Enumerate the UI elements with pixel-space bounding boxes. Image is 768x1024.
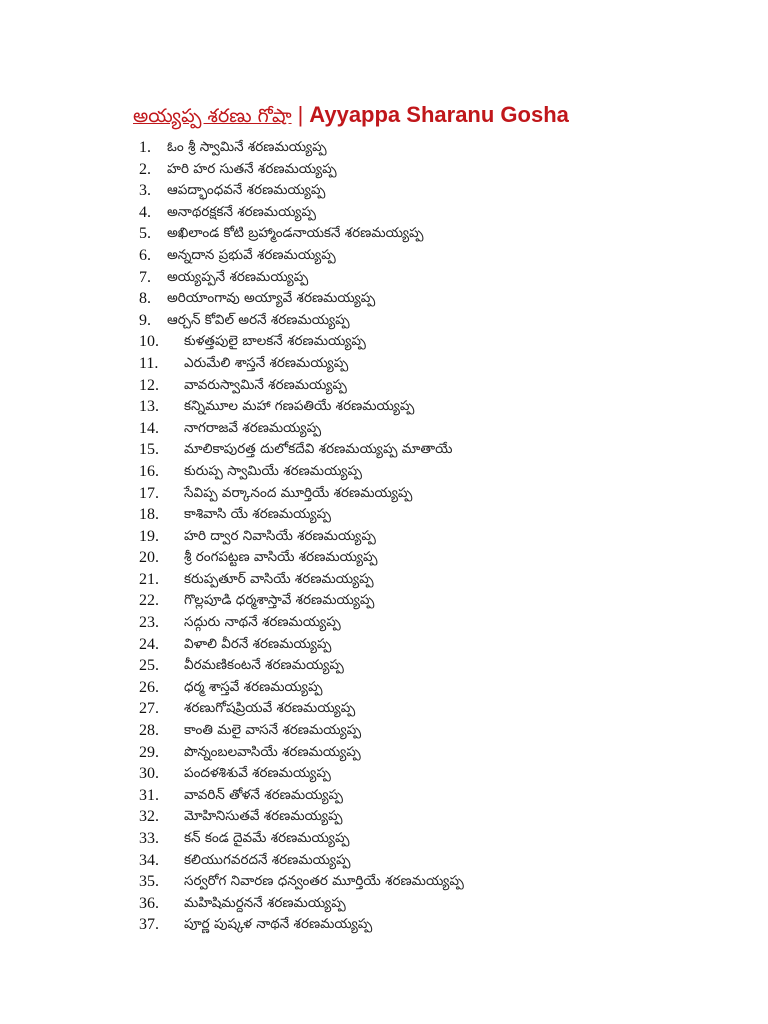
item-text: విళాలి వీరనే శరణమయ్యప్ప bbox=[184, 635, 332, 652]
item-number: 15. bbox=[139, 441, 159, 459]
list-item bbox=[0, 871, 768, 893]
item-number: 8. bbox=[139, 290, 151, 308]
list-item bbox=[0, 483, 768, 505]
list-item bbox=[0, 267, 768, 289]
list-item bbox=[0, 202, 768, 224]
item-number: 7. bbox=[139, 268, 151, 286]
item-text: వావరుస్వామినే శరణమయ్యప్ప bbox=[184, 376, 347, 393]
item-text: మాలికాపురత్త దులోకదేవి శరణమయ్యప్ప మాతాయే bbox=[184, 441, 453, 458]
item-number: 21. bbox=[139, 570, 159, 588]
list-item bbox=[0, 461, 768, 483]
item-text: సేవిప్ప వర్కానంద మూర్తియే శరణమయ్యప్ప bbox=[184, 484, 413, 501]
list-item bbox=[0, 742, 768, 764]
item-number: 12. bbox=[139, 376, 159, 394]
item-text: వీరమణికంటనే శరణమయ్యప్ప bbox=[184, 657, 344, 674]
item-number: 20. bbox=[139, 549, 159, 567]
item-number: 10. bbox=[139, 333, 159, 351]
list-item bbox=[0, 223, 768, 245]
item-number: 9. bbox=[139, 311, 151, 329]
item-text: నాగరాజవే శరణమయ్యప్ప bbox=[184, 419, 322, 436]
list-item bbox=[0, 590, 768, 612]
list-item bbox=[0, 914, 768, 936]
item-number: 6. bbox=[139, 246, 151, 264]
item-number: 28. bbox=[139, 722, 159, 740]
list-item bbox=[0, 288, 768, 310]
list-item bbox=[0, 439, 768, 461]
list-item bbox=[0, 893, 768, 915]
item-text: కన్నిమూల మహా గణపతియే శరణమయ్యప్ప bbox=[184, 398, 415, 415]
item-number: 14. bbox=[139, 419, 159, 437]
item-number: 4. bbox=[139, 203, 151, 221]
item-text: అఖిలాండ కోటి బ్రహ్మాండనాయకనే శరణమయ్యప్ప bbox=[167, 225, 424, 242]
item-text: ఓం శ్రీ స్వామినే శరణమయ్యప్ప bbox=[167, 139, 327, 155]
item-number: 37. bbox=[139, 916, 159, 934]
list-item bbox=[0, 634, 768, 656]
item-number: 25. bbox=[139, 657, 159, 675]
list-item bbox=[0, 159, 768, 181]
item-text: హరి ద్వార నివాసియే శరణమయ్యప్ప bbox=[184, 527, 376, 544]
item-number: 17. bbox=[139, 484, 159, 502]
item-text: అయ్యప్పనే శరణమయ్యప్ప bbox=[167, 268, 309, 285]
list-item bbox=[0, 655, 768, 677]
list-item bbox=[0, 785, 768, 807]
page-title bbox=[133, 100, 569, 130]
item-number: 5. bbox=[139, 225, 151, 243]
item-number: 35. bbox=[139, 873, 159, 891]
list-item bbox=[0, 612, 768, 634]
list-item bbox=[0, 720, 768, 742]
item-number: 34. bbox=[139, 851, 159, 869]
list-item bbox=[0, 763, 768, 785]
list-item bbox=[0, 828, 768, 850]
list-item bbox=[0, 504, 768, 526]
item-text: కన్ కండ దైవమే శరణమయ్యప్ప bbox=[184, 830, 350, 846]
list-item bbox=[0, 418, 768, 440]
list-item bbox=[0, 569, 768, 591]
item-text: కాంతి మలై వాసనే శరణమయ్యప్ప bbox=[184, 722, 362, 739]
list-item bbox=[0, 137, 768, 159]
title-separator: | bbox=[297, 102, 304, 127]
item-text: అనాథరక్షకనే శరణమయ్యప్ప bbox=[167, 203, 316, 220]
item-number: 16. bbox=[139, 462, 159, 480]
item-text: కాశివాసి యే శరణమయ్యప్ప bbox=[184, 506, 332, 523]
item-number: 19. bbox=[139, 527, 159, 545]
item-text: ఆపద్భాంధవనే శరణమయ్యప్ప bbox=[167, 182, 326, 199]
item-number: 32. bbox=[139, 808, 159, 826]
item-number: 18. bbox=[139, 506, 159, 524]
item-number: 3. bbox=[139, 182, 151, 200]
item-number: 36. bbox=[139, 894, 159, 912]
item-number: 23. bbox=[139, 614, 159, 632]
item-text: శ్రీ రంగపట్టణ వాసియే శరణమయ్యప్ప bbox=[184, 549, 378, 566]
item-text: పొన్నంబలవాసియే శరణమయ్యప్ప bbox=[184, 743, 361, 760]
item-number: 13. bbox=[139, 398, 159, 416]
item-text: శరణుగోషప్రియవే శరణమయ్యప్ప bbox=[184, 700, 356, 717]
item-text: అన్నదాన ప్రభువే శరణమయ్యప్ప bbox=[167, 246, 336, 263]
item-text: ఆర్చన్ కోవిల్ అరనే శరణమయ్యప్ప bbox=[167, 311, 350, 328]
list-item bbox=[0, 677, 768, 699]
list-item bbox=[0, 526, 768, 548]
item-text: కరుప్పతూర్ వాసియే శరణమయ్యప్ప bbox=[184, 570, 374, 587]
list-item bbox=[0, 806, 768, 828]
item-text: హరి హర సుతనే శరణమయ్యప్ప bbox=[167, 160, 337, 177]
item-text: వావరిన్ తోళనే శరణమయ్యప్ప bbox=[184, 786, 343, 803]
list-item bbox=[0, 698, 768, 720]
item-number: 27. bbox=[139, 700, 159, 718]
title-telugu: అయ్యప్ప శరణు గోషా bbox=[133, 105, 292, 127]
item-text: సద్గురు నాథనే శరణమయ్యప్ప bbox=[184, 614, 341, 631]
item-number: 24. bbox=[139, 635, 159, 653]
item-text: పందళశిశువే శరణమయ్యప్ప bbox=[184, 765, 331, 782]
list-item bbox=[0, 245, 768, 267]
item-text: ధర్మ శాస్తవే శరణమయ్యప్ప bbox=[184, 678, 323, 695]
list-item bbox=[0, 396, 768, 418]
item-number: 22. bbox=[139, 592, 159, 610]
list-item bbox=[0, 331, 768, 353]
item-text: కుళత్తపులై బాలకనే శరణమయ్యప్ప bbox=[184, 333, 366, 350]
item-text: కలియుగవరదనే శరణమయ్యప్ప bbox=[184, 851, 351, 868]
title-english: Ayyappa Sharanu Gosha bbox=[309, 102, 569, 127]
item-number: 33. bbox=[139, 830, 159, 847]
chant-list bbox=[0, 137, 768, 936]
item-text: మహిషిమర్దననే శరణమయ్యప్ప bbox=[184, 894, 346, 911]
item-number: 1. bbox=[139, 139, 151, 156]
item-text: గొల్లపూడి ధర్మశాస్తావే శరణమయ్యప్ప bbox=[184, 592, 375, 609]
item-text: మోహినిసుతవే శరణమయ్యప్ప bbox=[184, 808, 343, 825]
list-item bbox=[0, 547, 768, 569]
list-item bbox=[0, 180, 768, 202]
item-number: 29. bbox=[139, 743, 159, 761]
item-number: 2. bbox=[139, 160, 151, 178]
item-text: కురుప్ప స్వామియే శరణమయ్యప్ప bbox=[184, 462, 362, 479]
list-item bbox=[0, 375, 768, 397]
list-item bbox=[0, 310, 768, 332]
item-text: సర్వరోగ నివారణ ధన్వంతర మూర్తియే శరణమయ్యప్ప bbox=[184, 873, 464, 890]
item-text: పూర్ణ పుష్కళ నాథనే శరణమయ్యప్ప bbox=[184, 916, 373, 933]
list-item bbox=[0, 353, 768, 375]
item-number: 26. bbox=[139, 678, 159, 696]
item-text: ఎరుమేలి శాస్తనే శరణమయ్యప్ప bbox=[184, 354, 349, 371]
item-text: అరియాంగావు అయ్యావే శరణమయ్యప్ప bbox=[167, 290, 376, 307]
item-number: 31. bbox=[139, 786, 159, 804]
list-item bbox=[0, 850, 768, 872]
item-number: 11. bbox=[139, 354, 159, 372]
item-number: 30. bbox=[139, 765, 159, 783]
